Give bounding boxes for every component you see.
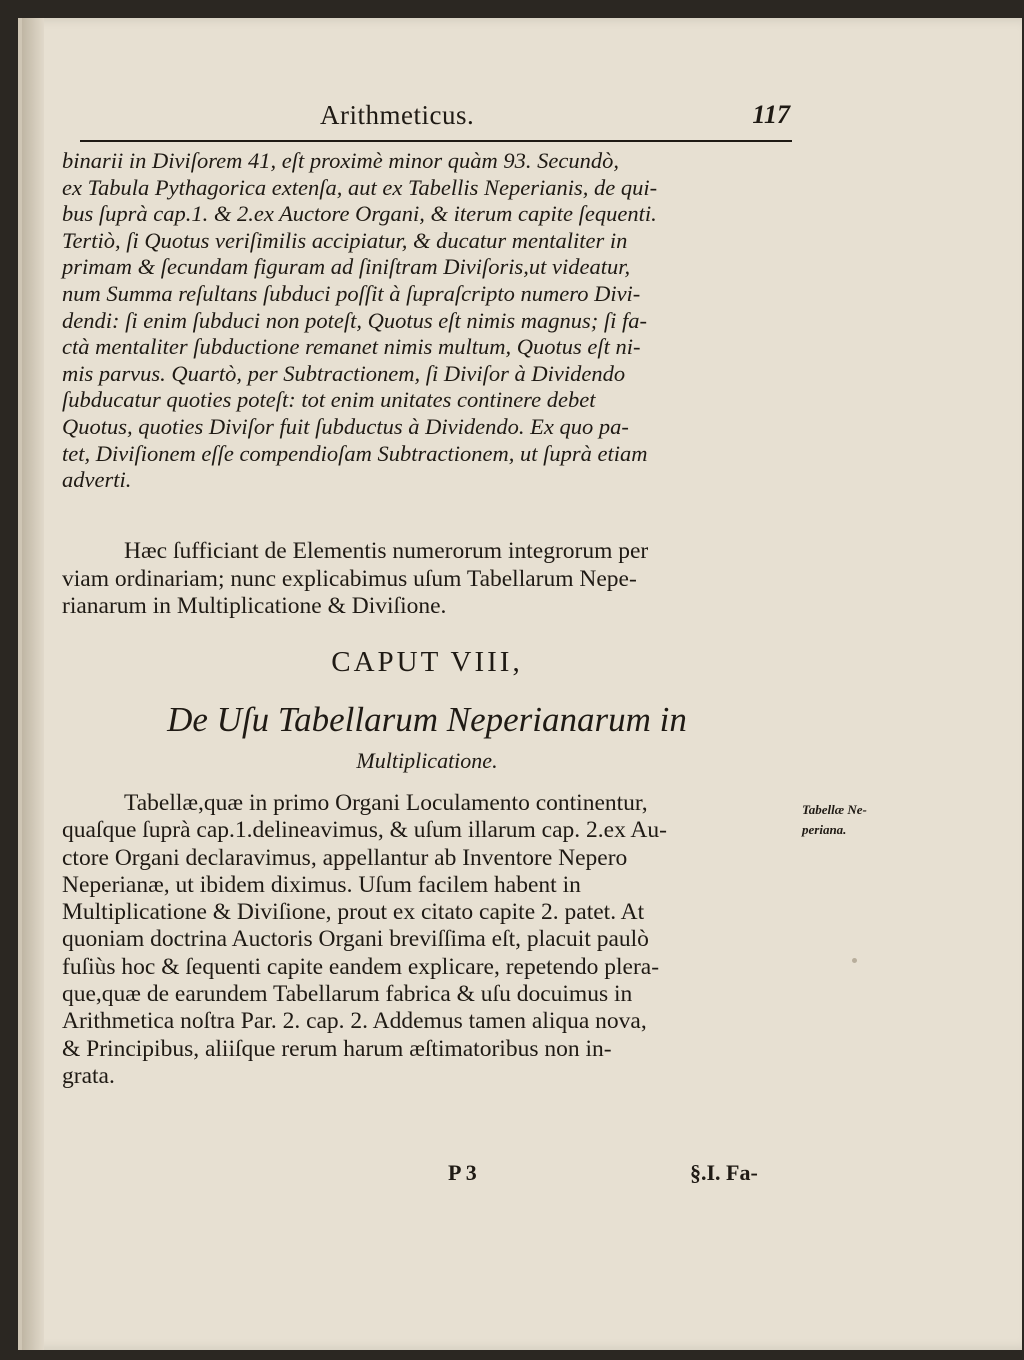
text-line: tet, Diviſionem eſſe compendioſam Subtractionem, ut ſuprà etiam	[62, 440, 648, 466]
gutter-shadow	[22, 18, 44, 1350]
paragraph-division-methods	[62, 148, 792, 494]
text-line: dendi: ſi enim ſubduci non poteſt, Quotus eſt nimis magnus; ſi fa-	[62, 307, 647, 333]
text-line: binarii in Diviſorem 41, eſt proximè minor quàm 93. Secundò,	[62, 148, 620, 173]
text-line: Quotus, quoties Diviſor fuit ſubductus à Dividendo. Ex quo pa-	[62, 413, 629, 439]
text-line: fuſiùs hoc & ſequenti capite eandem explicare, repetendo plera-	[62, 953, 660, 980]
text-line: viam ordinariam; nunc explicabimus uſum Tabellarum Nepe-	[62, 565, 637, 592]
text-line: ctà mentaliter ſubductione remanet nimis multum, Quotus eſt ni-	[62, 334, 641, 360]
chapter-heading: CAPUT VIII,	[331, 646, 523, 678]
marginal-note	[802, 800, 902, 840]
text-line: bus ſuprà cap.1. & 2.ex Auctore Organi, & iterum capite ſequenti.	[62, 201, 657, 227]
running-head	[80, 92, 790, 132]
page-number: 117	[752, 100, 790, 129]
text-line: mis parvus. Quartò, per Subtractionem, ſi Diviſor à Dividendo	[62, 360, 626, 386]
text-line: Tertiò, ſi Quotus veriſimilis accipiatur, & ducatur mentaliter in	[62, 227, 628, 253]
text-line: quoniam doctrina Auctoris Organi breviſſima eſt, placuit paulò	[62, 926, 649, 953]
text-line: Multiplicatione & Diviſione, prout ex citato capite 2. patet. At	[62, 899, 645, 926]
text-line: primam & ſecundam figuram ad ſiniſtram Diviſoris,ut videatur,	[62, 254, 631, 280]
paragraph-transition	[62, 538, 792, 621]
text-line: Hæc ſufficiant de Elementis numerorum integrorum per	[124, 538, 649, 564]
text-line: num Summa reſultans ſubduci poſſit à ſupraſcripto numero Divi-	[62, 280, 641, 306]
text-line: Neperianæ, ut ibidem diximus. Uſum facilem habent in	[62, 871, 581, 898]
text-line: & Principibus, aliiſque rerum harum æſtimatoribus non in-	[62, 1035, 612, 1062]
paragraph-neper-tables	[62, 790, 792, 1090]
chapter-subtitle: Multiplicatione.	[356, 748, 498, 773]
text-line: adverti.	[62, 467, 132, 493]
running-head-title: Arithmeticus.	[320, 100, 475, 130]
text-line: Arithmetica noſtra Par. 2. cap. 2. Addemus tamen aliqua nova,	[62, 1008, 647, 1035]
signature-mark: P 3	[448, 1160, 477, 1185]
text-line: rianarum in Multiplicatione & Diviſione.	[62, 593, 447, 620]
paper-speck	[852, 958, 857, 963]
chapter-title: De Uſu Tabellarum Neperianarum in	[167, 700, 687, 739]
text-line: grata.	[62, 1062, 115, 1089]
header-rule	[80, 140, 792, 142]
marginal-note-line: Tabellæ Ne-	[802, 802, 867, 817]
catchword: §.I. Fa-	[690, 1160, 758, 1185]
text-line: que,quæ de earundem Tabellarum fabrica & uſu docuimus in	[62, 981, 633, 1008]
text-line: ſubducatur quoties poteſt: tot enim unitates continere debet	[62, 387, 596, 413]
marginal-note-line: periana.	[802, 822, 847, 837]
text-line: quaſque ſuprà cap.1.delineavimus, & uſum illarum cap. 2.ex Au-	[62, 817, 667, 844]
text-line: ex Tabula Pythagorica extenſa, aut ex Tabellis Neperianis, de qui-	[62, 174, 658, 200]
text-line: ctore Organi declaravimus, appellantur ab Inventore Nepero	[62, 844, 628, 871]
text-line: Tabellæ,quæ in primo Organi Loculamento continentur,	[124, 790, 648, 816]
